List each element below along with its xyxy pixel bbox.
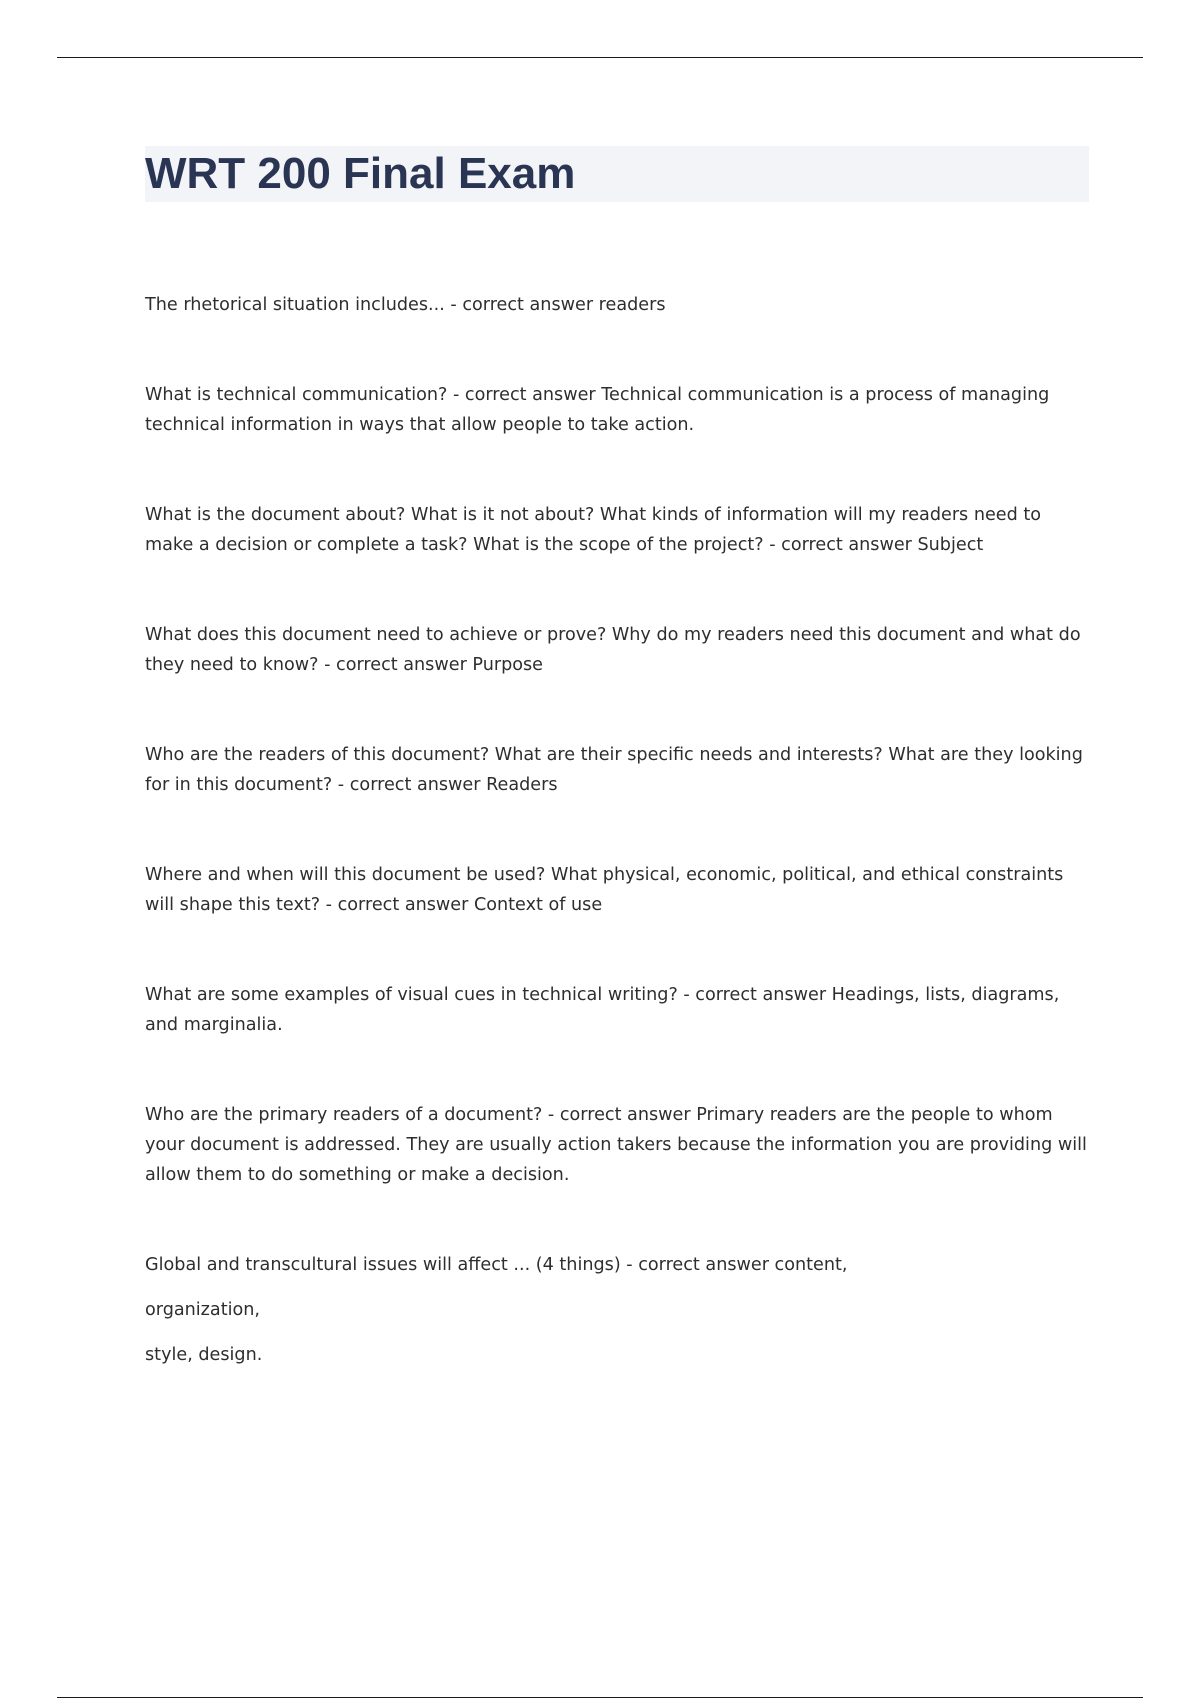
qa-item-rhetorical-situation: The rhetorical situation includes... - correct answer readers	[145, 295, 666, 315]
qa-item-global-transcultural	[145, 1250, 1090, 1370]
qa-item-global-transcultural-text: Global and transcultural issues will affect ... (4 things) - correct answer content,	[145, 1255, 848, 1275]
qa-item-readers: Who are the readers of this document? What are their specific needs and interests? What are they looking for in this document? - correct answer Readers	[145, 745, 1083, 795]
top-rule	[57, 57, 1143, 58]
qa-item-visual-cues: What are some examples of visual cues in technical writing? - correct answer Headings, lists, diagrams, and marginalia.	[145, 985, 1060, 1035]
qa-item-global-transcultural-line-2: organization,	[145, 1300, 260, 1320]
bottom-rule	[57, 1697, 1143, 1698]
qa-item-technical-communication: What is technical communication? - correct answer Technical communication is a process of managing technical information in ways that allow people to take action.	[145, 385, 1050, 435]
qa-item-primary-readers: Who are the primary readers of a document? - correct answer Primary readers are the people to whom your document is addressed. They are usually action takers because the information you are providing will allow them to do something or make a decision.	[145, 1105, 1087, 1185]
qa-list	[145, 290, 1090, 1370]
qa-item-subject: What is the document about? What is it not about? What kinds of information will my readers need to make a decision or complete a task? What is the scope of the project? - correct answer Subject	[145, 505, 1042, 555]
qa-item-purpose: What does this document need to achieve or prove? Why do my readers need this document and what do they need to know? - correct answer Purpose	[145, 625, 1081, 675]
qa-item-global-transcultural-line-3: style, design.	[145, 1345, 263, 1365]
qa-item-context-of-use: Where and when will this document be used? What physical, economic, political, and ethical constraints will shape this text? - correct answer Context of use	[145, 865, 1064, 915]
document-title: WRT 200 Final Exam	[145, 149, 576, 198]
